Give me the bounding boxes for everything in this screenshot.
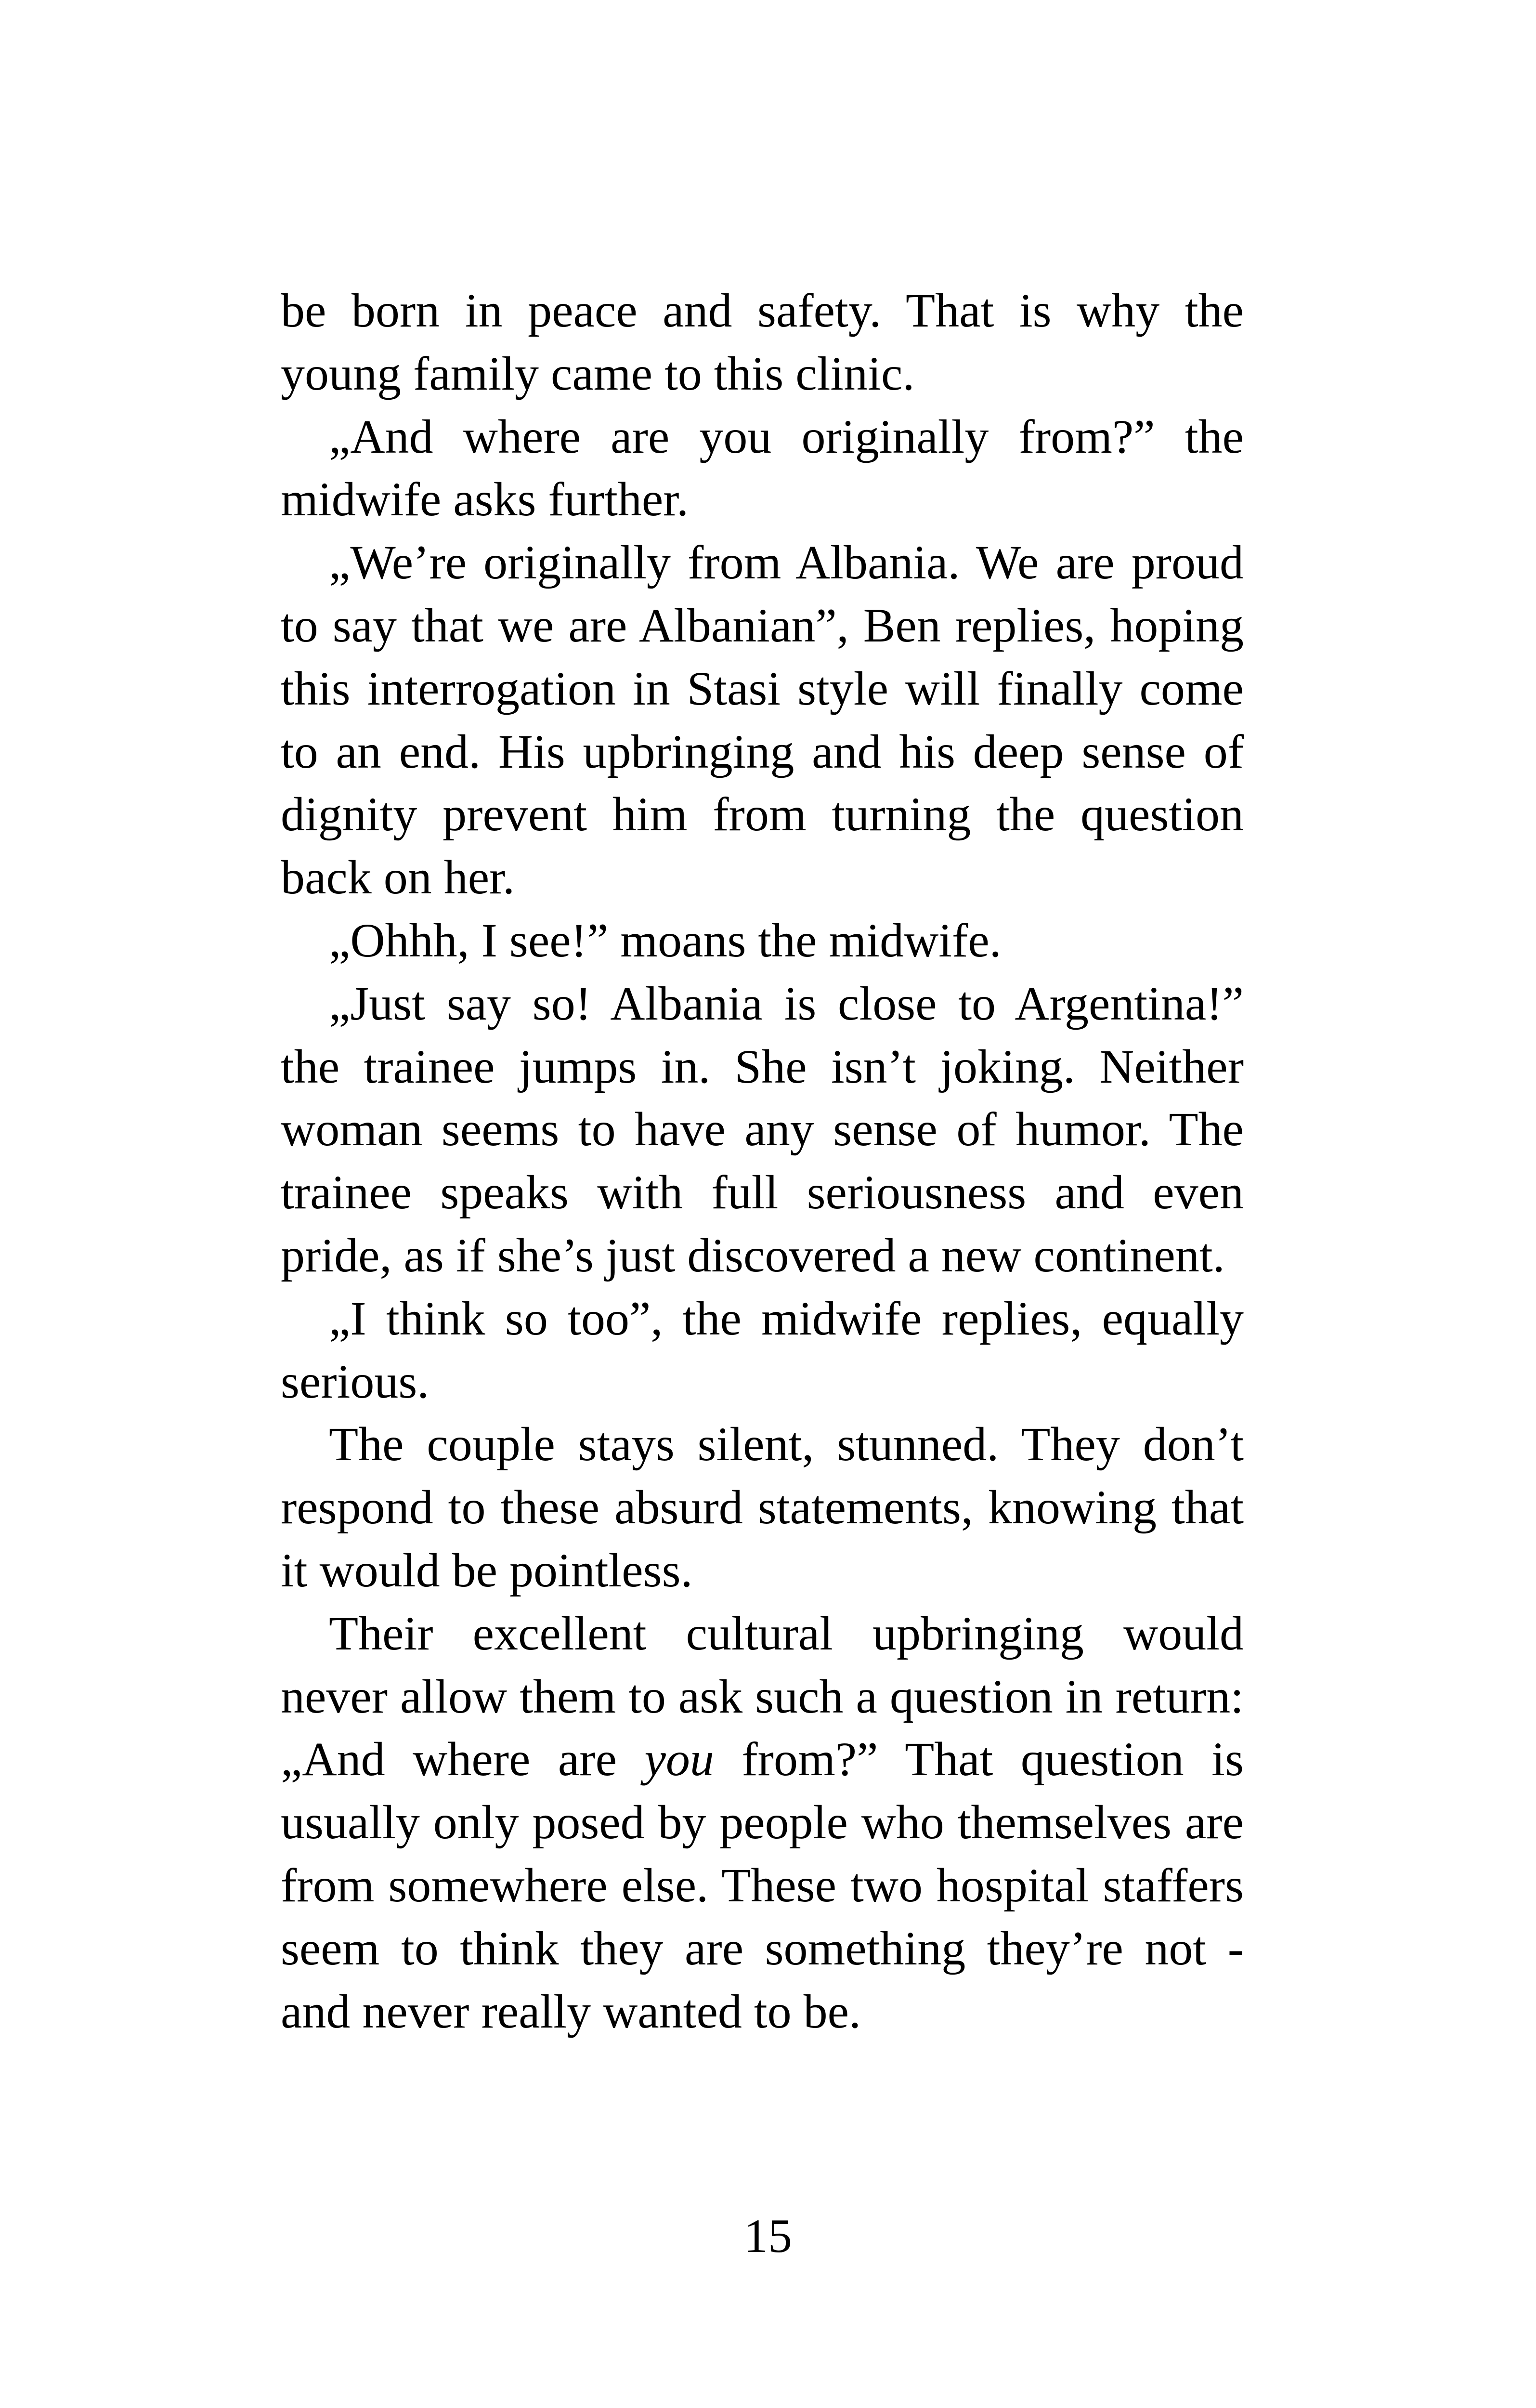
paragraph-6: „I think so too”, the midwife replies, equally serious. xyxy=(281,1291,1244,1408)
body-text xyxy=(281,279,1244,2043)
paragraph-3: „We’re originally from Albania. We are proud to say that we are Albanian”, Ben replies, hoping this interrogation in Stasi style will finally come to an end. His upbringing and his deep sense of dignity prevent him from turning the question back on her. xyxy=(281,536,1244,904)
paragraph-8 xyxy=(281,1602,1244,2043)
page-number: 15 xyxy=(744,2209,792,2263)
paragraph-8-after: from?” That question is usually only posed by people who themselves are from somewhere else. These two hospital staffers seem to think they are something they’re not - and never really wanted to be. xyxy=(281,1732,1244,2038)
paragraph-2: „And where are you originally from?” the midwife asks further. xyxy=(281,409,1244,526)
paragraph-5: „Just say so! Albania is close to Argentina!” the trainee jumps in. She isn’t joking. Neither woman seems to have any sense of humor. The trainee speaks with full seriousness and even pride, as if she’s just discovered a new continent. xyxy=(281,976,1244,1282)
paragraph-8-before: Their excellent cultural upbringing would never allow them to ask such a question in return: „And where are xyxy=(281,1606,1244,1786)
paragraph-7: The couple stays silent, stunned. They don’t respond to these absurd statements, knowing that it would be pointless. xyxy=(281,1417,1244,1597)
paragraph-1: be born in peace and safety. That is why the young family came to this clinic. xyxy=(281,284,1244,400)
paragraph-8-emphasis: you xyxy=(644,1732,714,1786)
paragraph-4: „Ohhh, I see!” moans the midwife. xyxy=(329,913,1002,967)
